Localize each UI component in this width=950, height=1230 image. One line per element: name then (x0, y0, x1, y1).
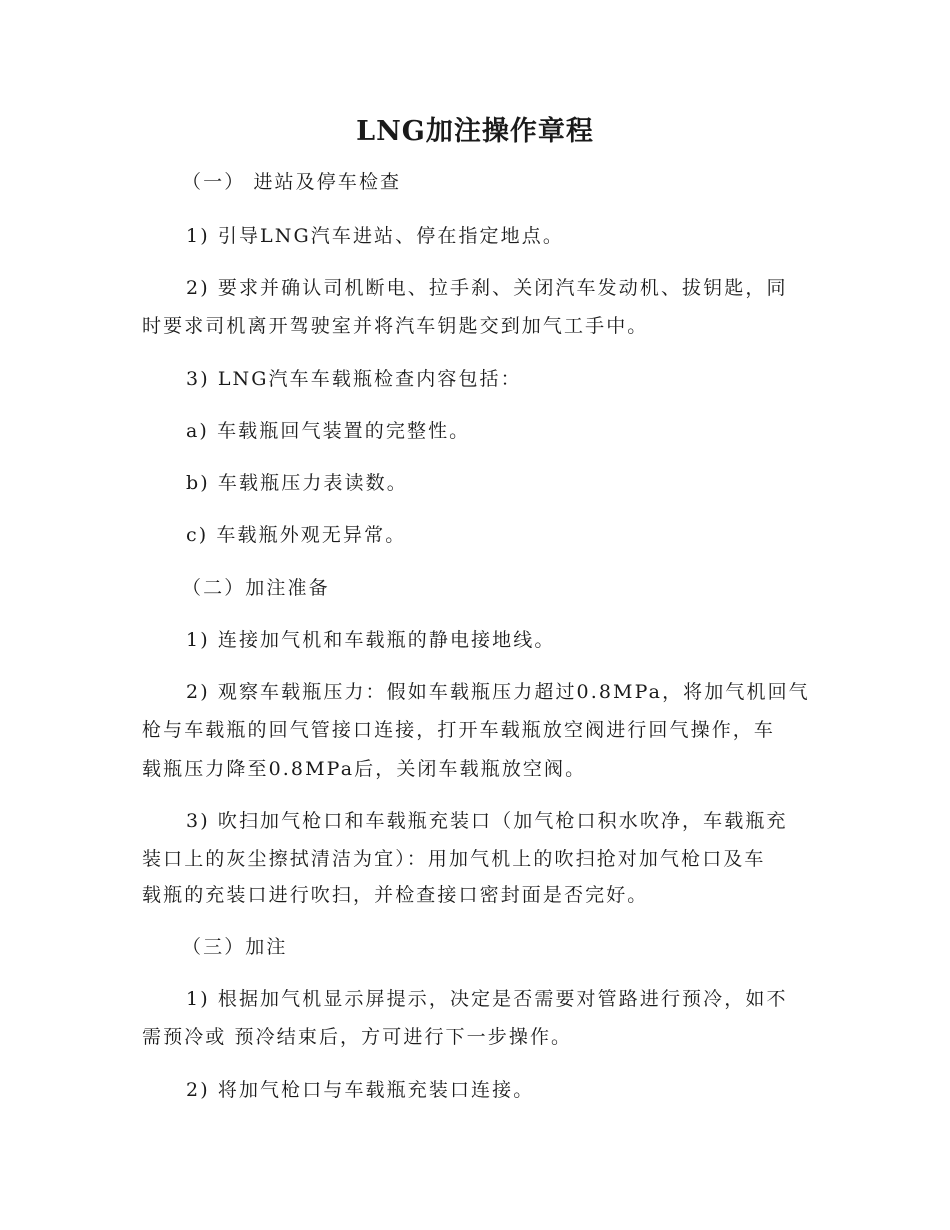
paragraph-line: 3) 吹扫加气枪口和车载瓶充装口（加气枪口积水吹净，车载瓶充 (186, 810, 788, 832)
paragraph-line: 需预冷或 预冷结束后，方可进行下一步操作。 (142, 1026, 573, 1048)
paragraph-line: 时要求司机离开驾驶室并将汽车钥匙交到加气工手中。 (142, 315, 649, 337)
paragraph-line: 载瓶压力降至0.8MPa后，关闭车载瓶放空阀。 (142, 758, 587, 780)
document-title: LNG加注操作章程 (356, 116, 594, 147)
section-heading-1: （一） 进站及停车检查 (182, 171, 402, 193)
paragraph-line: 1) 引导LNG汽车进站、停在指定地点。 (186, 225, 564, 247)
paragraph-line: 2) 要求并确认司机断电、拉手刹、关闭汽车发动机、拔钥匙，同 (186, 277, 788, 299)
section-heading-2: （二）加注准备 (182, 577, 330, 599)
paragraph-line: 2) 将加气枪口与车载瓶充装口连接。 (186, 1079, 535, 1101)
paragraph-line: 装口上的灰尘擦拭清洁为宜）：用加气机上的吹扫抢对加气枪口及车 (142, 848, 766, 870)
paragraph-line: 枪与车载瓶的回气管接口连接，打开车载瓶放空阀进行回气操作，车 (142, 719, 776, 741)
paragraph-line: 1) 根据加气机显示屏提示，决定是否需要对管路进行预冷，如不 (186, 988, 788, 1010)
paragraph-line: 3) LNG汽车车载瓶检查内容包括： (186, 368, 522, 390)
paragraph-line: 载瓶的充装口进行吹扫，并检查接口密封面是否完好。 (142, 884, 649, 906)
section-heading-3: （三）加注 (182, 936, 288, 958)
paragraph-line: a) 车载瓶回气装置的完整性。 (186, 420, 471, 442)
paragraph-line: 2) 观察车载瓶压力：假如车载瓶压力超过0.8MPa，将加气机回气 (186, 681, 810, 703)
paragraph-line: 1) 连接加气机和车载瓶的静电接地线。 (186, 629, 556, 651)
paragraph-line: c) 车载瓶外观无异常。 (186, 524, 407, 546)
paragraph-line: b) 车载瓶压力表读数。 (186, 472, 408, 494)
